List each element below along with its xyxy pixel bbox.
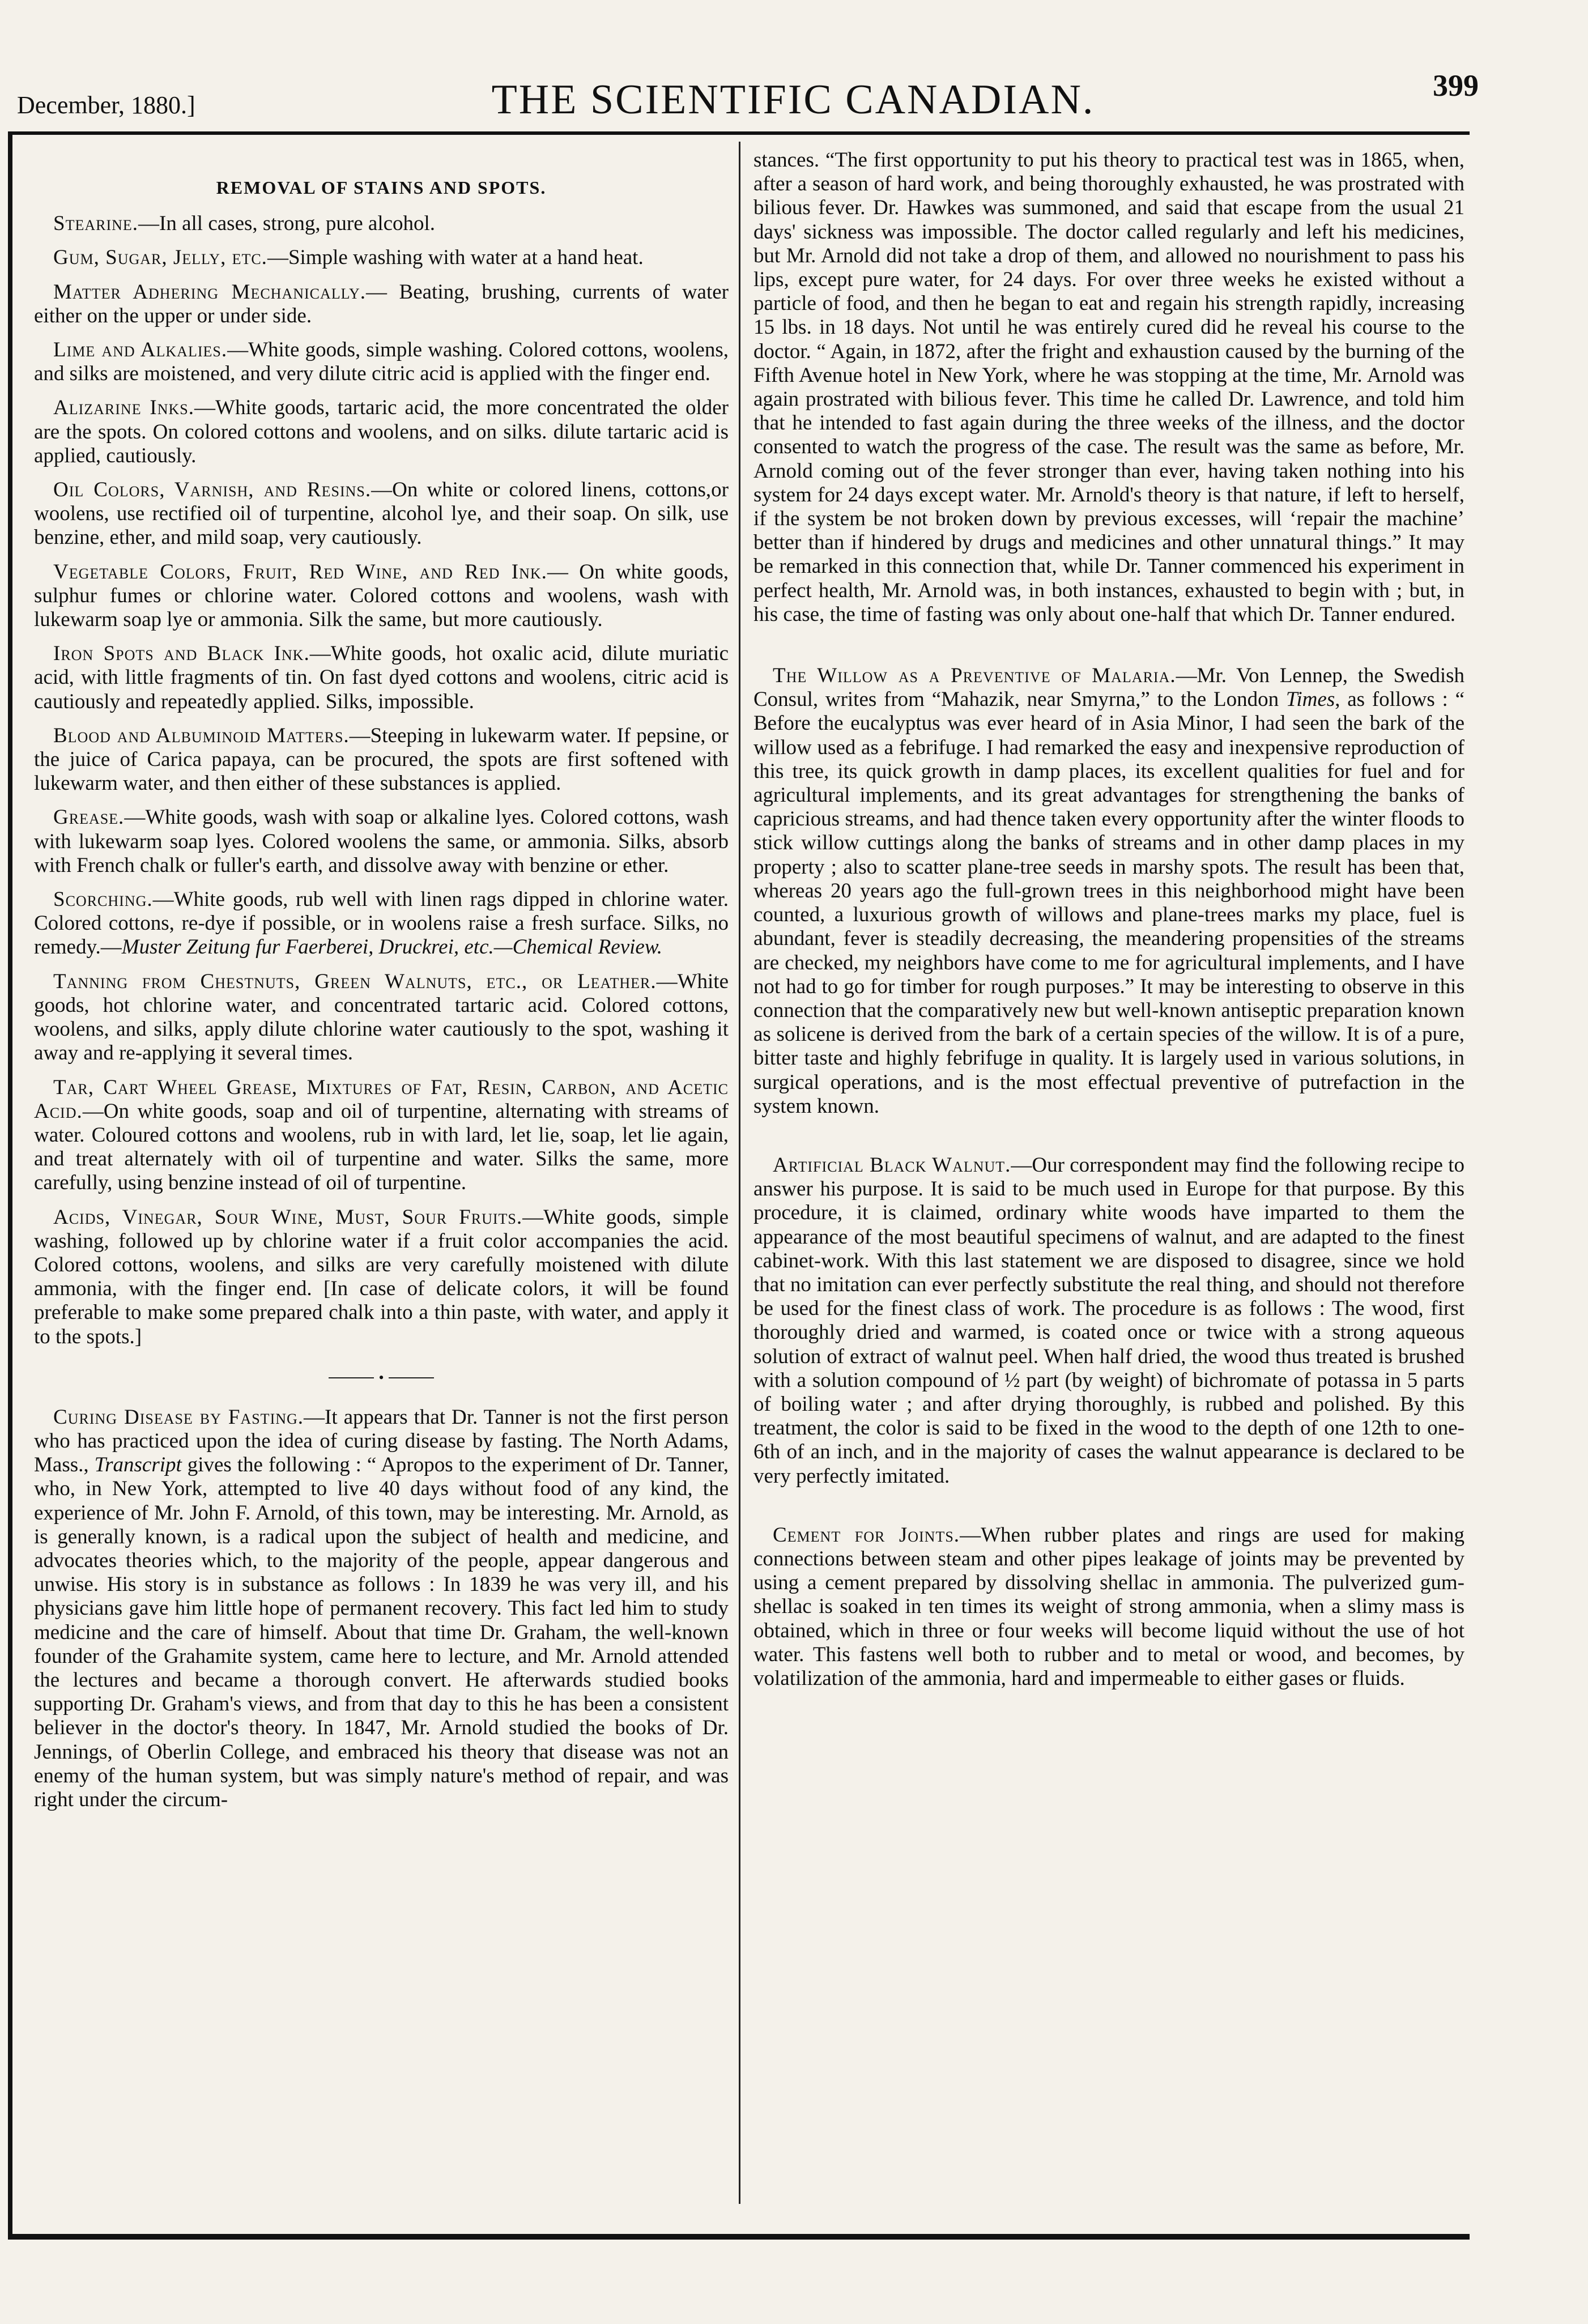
entry-head: Matter Adhering Mechanically. [53, 280, 366, 304]
column-rule [739, 142, 740, 2204]
section-divider [34, 1368, 729, 1386]
entry-body: —White goods, rub well with linen rags dipped in chlorine water. Colored cottons, re-dye if possible, or in woolens raise a fresh surface. Silks, no remedy.— [34, 888, 729, 959]
entry-head: The Willow as a Preventive of Malaria. [773, 664, 1176, 688]
entry-head: Curing Disease by Fasting. [53, 1405, 304, 1429]
stain-entry [34, 338, 729, 386]
source-citation: Muster Zeitung fur Faerberei, Druckrei, etc.—Chemical Review. [121, 935, 663, 959]
entry-body: —Simple washing with water at a hand heat. [267, 246, 644, 270]
article-willow [753, 664, 1464, 1118]
running-head [17, 68, 1569, 130]
entry-head: Oil Colors, Varnish, and Resins. [53, 478, 372, 502]
entry-head: Vegetable Colors, Fruit, Red Wine, and Red Ink. [53, 560, 547, 584]
entry-head: Tar, Cart Wheel Grease, Mixtures of Fat, Resin, Carbon, and Acetic Acid. [34, 1075, 729, 1123]
entry-body: —Our correspondent may find the following recipe to answer his purpose. It is said to be much used in Europe for that purpose. By this procedure, it is claimed, ordinary white woods have imparted to them the appearance of the most beautiful specimens of walnut, and are adapted to the finest cabinet-work. With this last statement we are disposed to disagree, since we hold that no imitation can ever perfectly substitute the real thing, and should not therefore be used for the finest class of work. The procedure is as follows : The wood, first thoroughly dried and warmed, is coated once or twice with a strong aqueous solution of extract of walnut peel. When half dried, the wood thus treated is brushed with a solution compound of ½ part (by weight) of bichromate of potassa in 5 parts of boiling water ; and after drying thoroughly, is rubbed and polished. By this treatment, the color is said to be fixed in the wood to the depth of one 12th to one-6th of an inch, and in the majority of cases the walnut appearance is declared to be very perfectly imitated. [753, 1153, 1464, 1488]
stain-entry [34, 970, 729, 1066]
stain-entry [34, 642, 729, 714]
entry-body: —White goods, hot oxalic acid, dilute muriatic acid, with little fragments of tin. On fast dyed cottons and woolens, citric acid is cautiously and repeatedly applied. Silks, impossible. [34, 642, 729, 713]
article-fasting [34, 1406, 729, 1812]
entry-body: — Beating, brushing, currents of water either on the upper or under side. [34, 280, 729, 327]
divider-ornament: • [378, 1369, 384, 1386]
issue-date: December, 1880.] [17, 91, 195, 119]
entry-body: —White goods, tartaric acid, the more concentrated the older are the spots. On colored cottons and woolens, and on silks. dilute tartaric acid is applied, cautiously. [34, 396, 729, 467]
entry-head: Scorching. [53, 888, 153, 912]
stain-entry [34, 806, 729, 878]
left-column [34, 159, 729, 1822]
stain-entry [34, 1206, 729, 1349]
entry-body: — On white goods, sulphur fumes or chlorine water. Colored cottons and woolens, wash with lukewarm soap lye or ammonia. Silk the same, but more cautiously. [34, 560, 729, 632]
stain-entry [34, 212, 729, 236]
entry-body: —White goods, hot chlorine water, and concentrated tartaric acid. Colored cottons, woolens, and silks, apply dilute chlorine water cautiously to the spot, washing it away and re-applying it several times. [34, 969, 729, 1065]
entry-head: Artificial Black Walnut. [773, 1153, 1011, 1177]
entry-body: gives the following : “ Apropos to the experiment of Dr. Tanner, who, in New York, attempted to live 40 days without food of any kind, the experience of Mr. John F. Arnold, of this town, may be interesting. Mr. Arnold, as is generally known, is a radical upon the subject of health and medicine, and advocates theories which, to the majority of the people, appear dangerous and unwise. His story is in substance as follows : In 1839 he was very ill, and his physicians gave him little hope of permanent recovery. This fact led him to study medicine and the care of himself. About that time Dr. Graham, the well-known founder of the Grahamite system, came here to lecture, and Mr. Arnold attended the lectures and became a thorough convert. He afterwards studied books supporting Dr. Graham's views, and from that day to this he has been a consistent believer in the doctor's theory. In 1847, Mr. Arnold studied the books of Dr. Jennings, of Oberlin College, and embraced his theory that disease was not an enemy of the human system, but was simply nature's method of repair, and was right under the circum- [34, 1453, 729, 1812]
article-cement [753, 1523, 1464, 1691]
entry-head: Tanning from Chestnuts, Green Walnuts, etc., or Leather. [53, 969, 657, 993]
journal-title: THE SCIENTIFIC CANADIAN. [491, 76, 1095, 123]
entry-body: —Steeping in lukewarm water. If pepsine, or the juice of Carica papaya, can be procured, the spots are first softened with lukewarm water, and then either of these substances is applied. [34, 723, 729, 795]
stain-entry [34, 724, 729, 796]
entry-head: Lime and Alkalies. [53, 338, 228, 362]
entry-body: —White goods, simple washing, followed up by chlorine water if a fruit color accompanies the acid. Colored cottons, woolens, and silks are very carefully moistened with dilute ammonia, with the finger end. [In case of delicate colors, it will be found preferable to make some prepared chalk into a thin paste, with water, and apply it to the spots.] [34, 1205, 729, 1348]
section-gap [753, 1499, 1464, 1523]
entry-body: —White goods, simple washing. Colored cottons, woolens, and silks are moistened, and very dilute citric acid is applied with the finger end. [34, 338, 729, 386]
article-walnut [753, 1154, 1464, 1488]
stain-entry [34, 478, 729, 550]
entry-head: Stearine. [53, 212, 139, 236]
page-number: 399 [1433, 69, 1479, 103]
entry-head: Iron Spots and Black Ink. [53, 642, 310, 666]
entry-head: Blood and Albuminoid Matters. [53, 723, 350, 747]
stain-entry [34, 246, 729, 270]
entry-head: Grease. [53, 806, 125, 829]
right-column [753, 148, 1464, 1701]
section-gap [753, 1129, 1464, 1154]
stain-entry [34, 280, 729, 328]
stain-entry [34, 396, 729, 468]
article-fasting-continued: stances. “The first opportunity to put his theory to practical test was in 1865, when, after a season of hard work, and being thoroughly exhausted, he was prostrated with bilious fever. Dr. Hawkes was summoned, and said that escape from the usual 21 days' sickness was impossible. The doctor called regularly and left his medicines, but Mr. Arnold did not take a drop of them, and allowed no nourishment to pass his lips, except pure water, for 24 days. For over three weeks he existed without a particle of food, and then he began to eat and regain his strength rapidly, increasing 15 lbs. in 18 days. Not until he was entirely cured did he reveal his course to the doctor. “ Again, in 1872, after the fright and exhaustion caused by the burning of the Fifth Avenue hotel in New York, where he was stopping at the time, Mr. Arnold was again prostrated with bilious fever. This time he called Dr. Lawrence, and told him that he intended to fast again during the three weeks of the illness, and the doctor consented to watch the progress of the case. The result was the same as before, Mr. Arnold coming out of the fever stronger than ever, having taken nothing into his system for 24 days except water. Mr. Arnold's theory is that nature, if left to herself, if the system be not broken down by previous excesses, will ‘repair the machine’ better than if hindered by drugs and medicines and other unnatural things.” It may be remarked in this connection that, while Dr. Tanner commenced his experiment in perfect health, Mr. Arnold was, in both instances, exhausted to begin with ; but, in his case, the time of fasting was only about one-half that which Dr. Tanner endured. [753, 148, 1464, 626]
entry-head: Gum, Sugar, Jelly, etc. [53, 246, 267, 270]
source-citation: Transcript [94, 1453, 182, 1477]
article-title-stains: REMOVAL OF STAINS AND SPOTS. [216, 177, 547, 198]
entry-body: —White goods, wash with soap or alkaline lyes. Colored cottons, wash with lukewarm soap lyes. Colored woolens the same, or ammonia. Silks, absorb with French chalk or fuller's earth, and dissolve away with benzine or ether. [34, 806, 729, 877]
stain-entry [34, 560, 729, 632]
source-citation: Times [1285, 688, 1335, 712]
entry-body: —In all cases, strong, pure alcohol. [138, 212, 436, 236]
entry-body: , as follows : “ Before the eucalyptus was ever heard of in Asia Minor, I had seen the bark of the willow used as a febrifuge. I had remarked the easy and inexpensive reproduction of this tree, its quick growth in damp places, its excellent qualities for fuel and for agricultural implements, and its great advantages for strengthening the banks of capricious streams, and had thence taken every opportunity after the winter floods to stick willow cuttings along the banks of streams and in other damp places in my property ; also to scatter plane-tree seeds in marshy spots. The result has been that, whereas 20 years ago the full-grown trees in this neighborhood might have been counted, a luxurious growth of willows and plane-trees marks my place, fuel is abundant, fever is steadily decreasing, the meandering propensities of the streams are checked, my neighbors have come to me for agricultural implements, and I have not had to go for timber for rough purposes.” It may be interesting to observe in this connection that the comparatively new but well-known antiseptic preparation known as solicene is derived from the bark of a certain species of the willow. It is of a pure, bitter taste and highly febrifuge in quality. It is largely used in various solutions, in surgical operations, and is the most effectual preventive of putrefaction in the system known. [753, 688, 1464, 1118]
entry-head: Cement for Joints. [773, 1523, 960, 1547]
stain-entry [34, 1076, 729, 1195]
entry-head: Acids, Vinegar, Sour Wine, Must, Sour Fruits. [53, 1205, 523, 1229]
entry-body: —When rubber plates and rings are used for making connections between steam and other pipes leakage of joints may be prevented by using a cement prepared by dissolving shellac in ammonia. The pulverized gum-shellac is soaked in ten times its weight of strong ammonia, when a slimy mass is obtained, which in three or four weeks will become liquid without the use of hot water. This fastens well both to rubber and to metal or wood, and becomes, by volatilization of the ammonia, hard and impermeable to either gases or fluids. [753, 1523, 1465, 1690]
entry-body: —It appears that Dr. Tanner is not the first person who has practiced upon the idea of curing disease by fasting. The North Adams, Mass., [34, 1405, 729, 1477]
entry-body: —On white goods, soap and oil of turpentine, alternating with streams of water. Coloured cottons and woolens, rub in with lard, let lie, soap, let lie again, and treat alternately with oil of turpentine and water. Silks the same, more carefully, using benzine instead of oil of turpentine. [34, 1099, 729, 1195]
entry-body: —Mr. Von Lennep, the Swedish Consul, writes from “Mahazik, near Smyrna,” to the London [753, 664, 1464, 712]
entry-head: Alizarine Inks. [53, 396, 195, 420]
section-gap [753, 637, 1464, 664]
entry-body: —On white or colored linens, cottons,or woolens, use rectified oil of turpentine, alcohol lye, and their soap. On silk, use benzine, ether, and mild soap, very cautiously. [34, 478, 729, 550]
stain-entry [34, 888, 729, 960]
